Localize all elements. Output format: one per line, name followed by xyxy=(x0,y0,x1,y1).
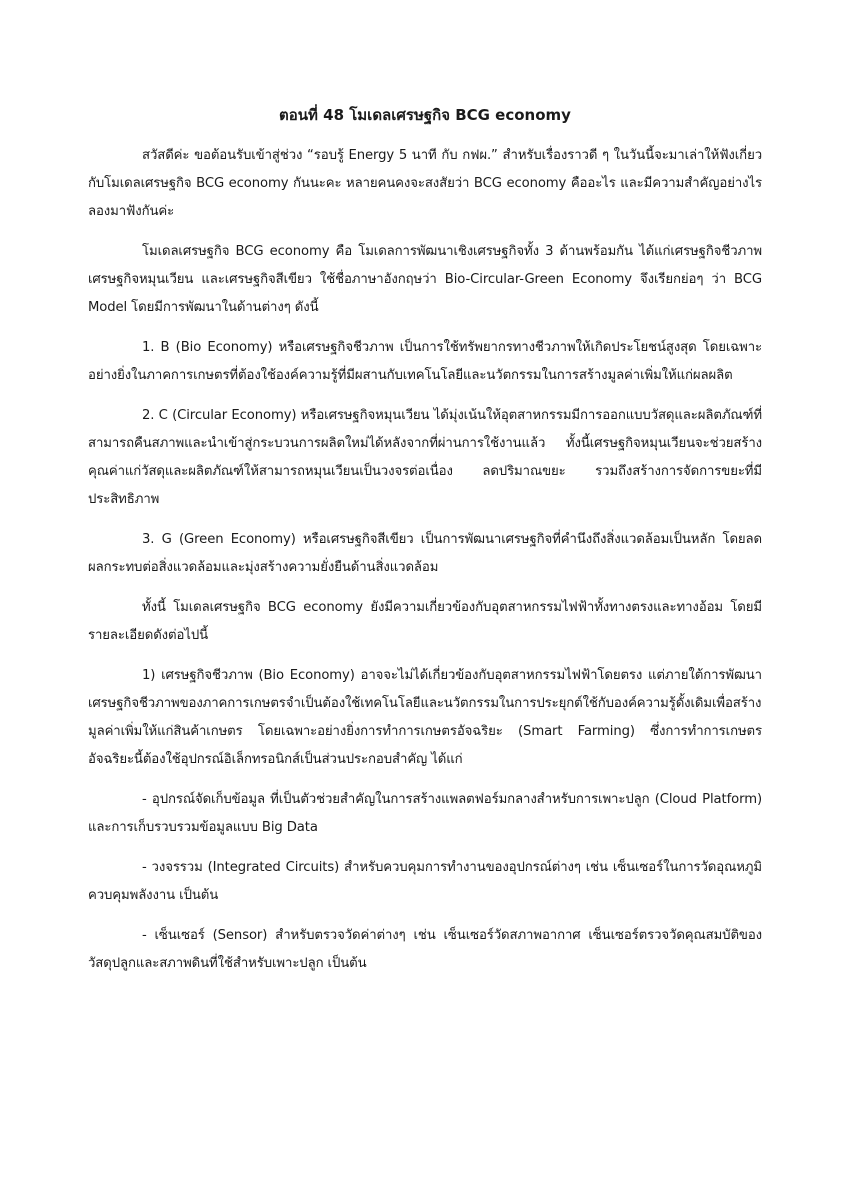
bullet-sensor: - เซ็นเซอร์ (Sensor) สำหรับตรวจวัดค่าต่างๆ เช่น เซ็นเซอร์วัดสภาพอากาศ เซ็นเซอร์ตรวจวัดคุณสมบัติของวัสดุปลูกและสภาพดินที่ใช้สำหรับเพาะปลูก เป็นต้น xyxy=(88,928,762,971)
bullet-integrated-circuits: - วงจรรวม (Integrated Circuits) สำหรับควบคุมการทำงานของอุปกรณ์ต่างๆ เช่น เซ็นเซอร์ในการวัดอุณหภูมิ ควบคุมพลังงาน เป็นต้น xyxy=(88,860,762,903)
paragraph-bio-electricity: 1) เศรษฐกิจชีวภาพ (Bio Economy) อาจจะไม่ได้เกี่ยวข้องกับอุตสาหกรรมไฟฟ้าโดยตรง แต่ภายใต้การพัฒนาเศรษฐกิจชีวภาพของภาคการเกษตรจำเป็นต้องใช้เทคโนโลยีและนวัตกรรมในการประยุกต์ใช้กับองค์ความรู้ดั้งเดิมเพื่อสร้างมูลค่าเพิ่มให้แก่สินค้าเกษตร โดยเฉพาะอย่างยิ่งการทำการเกษตรอัจฉริยะ (Smart Farming) ซึ่งการทำการเกษตรอัจฉริยะนี้ต้องใช้อุปกรณ์อิเล็กทรอนิกส์เป็นส่วนประกอบสำคัญ ได้แก่ xyxy=(88,668,762,767)
paragraph-intro: สวัสดีค่ะ ขอต้อนรับเข้าสู่ช่วง “รอบรู้ Energy 5 นาที กับ กฟผ.” สำหรับเรื่องราวดี ๆ ในวันนี้จะมาเล่าให้ฟังเกี่ยวกับโมเดลเศรษฐกิจ BCG economy กันนะคะ หลายคนคงจะสงสัยว่า BCG economy คืออะไร และมีความสำคัญอย่างไร ลองมาฟังกันค่ะ xyxy=(88,148,762,219)
document-title: ตอนที่ 48 โมเดลเศรษฐกิจ BCG economy xyxy=(279,106,571,124)
paragraph-bio-economy: 1. B (Bio Economy) หรือเศรษฐกิจชีวภาพ เป็นการใช้ทรัพยากรทางชีวภาพให้เกิดประโยชน์สูงสุด โดยเฉพาะอย่างยิ่งในภาคการเกษตรที่ต้องใช้องค์ความรู้ที่มีผสานกับเทคโนโลยีและนวัตกรรมในการสร้างมูลค่าเพิ่มให้แก่ผลผลิต xyxy=(88,340,762,383)
paragraph-electricity-relation: ทั้งนี้ โมเดลเศรษฐกิจ BCG economy ยังมีความเกี่ยวข้องกับอุตสาหกรรมไฟฟ้าทั้งทางตรงและทางอ้อม โดยมีรายละเอียดดังต่อไปนี้ xyxy=(88,600,762,643)
bullet-data-storage: - อุปกรณ์จัดเก็บข้อมูล ที่เป็นตัวช่วยสำคัญในการสร้างแพลตฟอร์มกลางสำหรับการเพาะปลูก (Cloud Platform) และการเก็บรวบรวมข้อมูลแบบ Big Data xyxy=(88,792,762,835)
paragraph-green-economy: 3. G (Green Economy) หรือเศรษฐกิจสีเขียว เป็นการพัฒนาเศรษฐกิจที่คำนึงถึงสิ่งแวดล้อมเป็นหลัก โดยลดผลกระทบต่อสิ่งแวดล้อมและมุ่งสร้างความยั่งยืนด้านสิ่งแวดล้อม xyxy=(88,532,762,575)
paragraph-circular-economy: 2. C (Circular Economy) หรือเศรษฐกิจหมุนเวียน ได้มุ่งเน้นให้อุตสาหกรรมมีการออกแบบวัสดุและผลิตภัณฑ์ที่สามารถคืนสภาพและนำเข้าสู่กระบวนการผลิตใหม่ได้หลังจากที่ผ่านการใช้งานแล้ว ทั้งนี้เศรษฐกิจหมุนเวียนจะช่วยสร้างคุณค่าแก่วัสดุและผลิตภัณฑ์ให้สามารถหมุนเวียนเป็นวงจรต่อเนื่อง ลดปริมาณขยะ รวมถึงสร้างการจัดการขยะที่มีประสิทธิภาพ xyxy=(88,408,762,507)
paragraph-bcg-definition: โมเดลเศรษฐกิจ BCG economy คือ โมเดลการพัฒนาเชิงเศรษฐกิจทั้ง 3 ด้านพร้อมกัน ได้แก่เศรษฐกิจชีวภาพ เศรษฐกิจหมุนเวียน และเศรษฐกิจสีเขียว ใช้ชื่อภาษาอังกฤษว่า Bio-Circular-Green Economy จึงเรียกย่อๆ ว่า BCG Model โดยมีการพัฒนาในด้านต่างๆ ดังนี้ xyxy=(88,244,762,315)
document-body xyxy=(88,104,762,990)
